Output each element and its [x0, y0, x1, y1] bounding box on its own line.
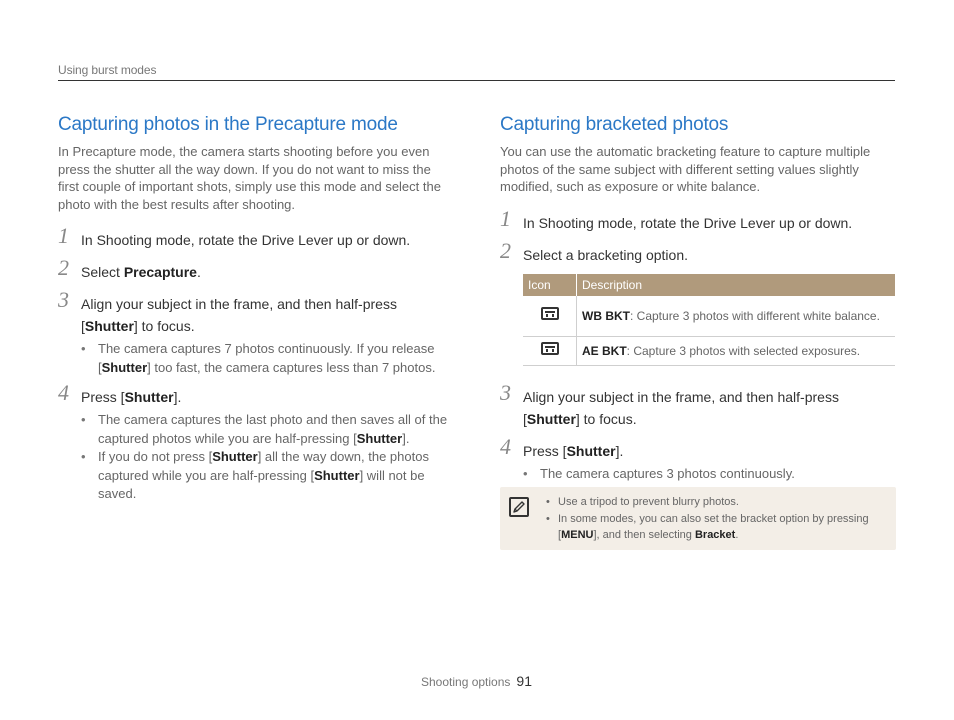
step-text: Press [ — [523, 442, 567, 459]
menu-key-label: MENU — [561, 529, 594, 541]
bracket-step-2 — [500, 237, 896, 266]
bullet-item: • The camera captures 3 photos continuously. — [523, 465, 896, 484]
option-name: WB BKT — [582, 308, 630, 323]
bracket-step-3 — [500, 379, 896, 430]
bullet-bold: Shutter — [356, 430, 403, 446]
step-text: ]. — [173, 389, 182, 406]
step-text: In Shooting mode, rotate the Drive Lever up or down. — [81, 232, 411, 249]
bracket-options-table — [523, 274, 895, 366]
option-name: AE BKT — [582, 343, 627, 358]
bullet-item — [81, 411, 450, 448]
step-number: 4 — [58, 380, 69, 406]
ae-bracket-icon — [541, 342, 559, 355]
note-bold: Bracket — [694, 529, 736, 541]
table-row — [523, 296, 895, 337]
note-item — [546, 511, 886, 544]
step-number: 1 — [500, 205, 511, 231]
description-cell — [577, 336, 896, 365]
step-number: 3 — [500, 379, 511, 405]
column-header-icon: Icon — [523, 274, 577, 296]
precapture-step-2 — [58, 255, 450, 283]
step-number: 3 — [58, 287, 69, 313]
step-text: ]. — [615, 442, 624, 459]
footer-label: Shooting options — [421, 675, 511, 689]
step-number: 1 — [58, 223, 69, 249]
step-text: Align your subject in the frame, and then half-press [ — [81, 296, 397, 335]
icon-cell — [523, 336, 577, 365]
step-text: ] to focus. — [133, 318, 195, 335]
step-bullets — [81, 411, 450, 504]
precapture-step-3 — [58, 287, 450, 377]
bullet-bold: Shutter — [314, 467, 360, 483]
bullet-text: If you do not press [ — [98, 449, 213, 465]
bullet-text: ] will not be saved. — [98, 467, 425, 502]
step-number: 4 — [500, 433, 511, 459]
step-bullets — [523, 465, 896, 484]
description-cell — [577, 296, 896, 337]
bracket-step-4 — [500, 433, 896, 484]
option-desc: : Capture 3 photos with selected exposures. — [626, 343, 861, 358]
table-header-row — [523, 274, 895, 296]
note-text: ], and then selecting — [593, 529, 695, 541]
bullet-text: ]. — [402, 430, 410, 446]
step-bullets — [81, 340, 450, 377]
step-bold: Shutter — [526, 410, 576, 427]
bullet-text: ] too fast, the camera captures less than 7 photos. — [147, 359, 436, 375]
precapture-intro: In Precapture mode, the camera starts shooting before you even press the shutter all the way down. If you do not want to miss the first couple of important shots, simply use this mode and select the photo with the best results after shooting. — [58, 144, 441, 212]
bullet-text: ] all the way down, the photos captured while you are half-pressing [ — [98, 449, 429, 483]
note-list — [546, 494, 886, 544]
bullet-bold: Shutter — [101, 359, 148, 375]
note-box — [500, 487, 896, 550]
step-bold: Precapture — [123, 264, 197, 281]
step-text: Align your subject in the frame, and then half-press [ — [523, 388, 839, 427]
bullet-item — [81, 448, 450, 504]
note-item: • Use a tripod to prevent blurry photos. — [546, 494, 886, 511]
note-text: . — [735, 529, 739, 541]
option-desc: : Capture 3 photos with different white balance. — [630, 308, 880, 323]
column-header-description: Description — [577, 274, 896, 296]
section-header: Using burst modes — [58, 63, 157, 77]
precapture-section — [58, 114, 450, 504]
step-text: Select a bracketing option. — [523, 246, 688, 263]
bullet-text: The camera captures the last photo and then saves all of the captured photos while you are half-pressing [ — [98, 412, 448, 446]
wb-bracket-icon — [541, 307, 559, 320]
bullet-text: The camera captures 7 photos continuously. If you release [ — [98, 341, 435, 375]
precapture-step-4 — [58, 380, 450, 504]
bullet-item — [81, 340, 450, 377]
table-row — [523, 336, 895, 365]
step-text: In Shooting mode, rotate the Drive Lever up or down. — [523, 214, 853, 231]
precapture-step-1 — [58, 223, 450, 251]
bracket-step-1 — [500, 205, 896, 234]
step-text: ] to focus. — [575, 410, 637, 427]
step-number: 2 — [500, 237, 511, 263]
page-footer — [421, 673, 532, 689]
step-text: Press [ — [81, 389, 125, 406]
bracket-section — [500, 114, 896, 483]
precapture-title: Capturing photos in the Precapture mode — [58, 114, 398, 135]
step-bold: Shutter — [124, 389, 174, 406]
step-text: . — [196, 264, 201, 281]
bullet-bold: Shutter — [212, 449, 258, 465]
note-text: In some modes, you can also set the bracket option by pressing [ — [558, 512, 869, 541]
icon-cell — [523, 296, 577, 337]
bracket-intro: You can use the automatic bracketing feature to capture multiple photos of the same subject with different setting values slightly modified, such as exposure or white balance. — [500, 144, 871, 195]
step-bold: Shutter — [84, 318, 134, 335]
step-bold: Shutter — [566, 442, 616, 459]
step-text: Select — [81, 264, 124, 281]
page-number: 91 — [516, 673, 532, 689]
bracket-title: Capturing bracketed photos — [500, 114, 729, 135]
step-number: 2 — [58, 255, 69, 281]
note-pencil-icon — [509, 497, 529, 517]
header-rule — [58, 80, 895, 81]
